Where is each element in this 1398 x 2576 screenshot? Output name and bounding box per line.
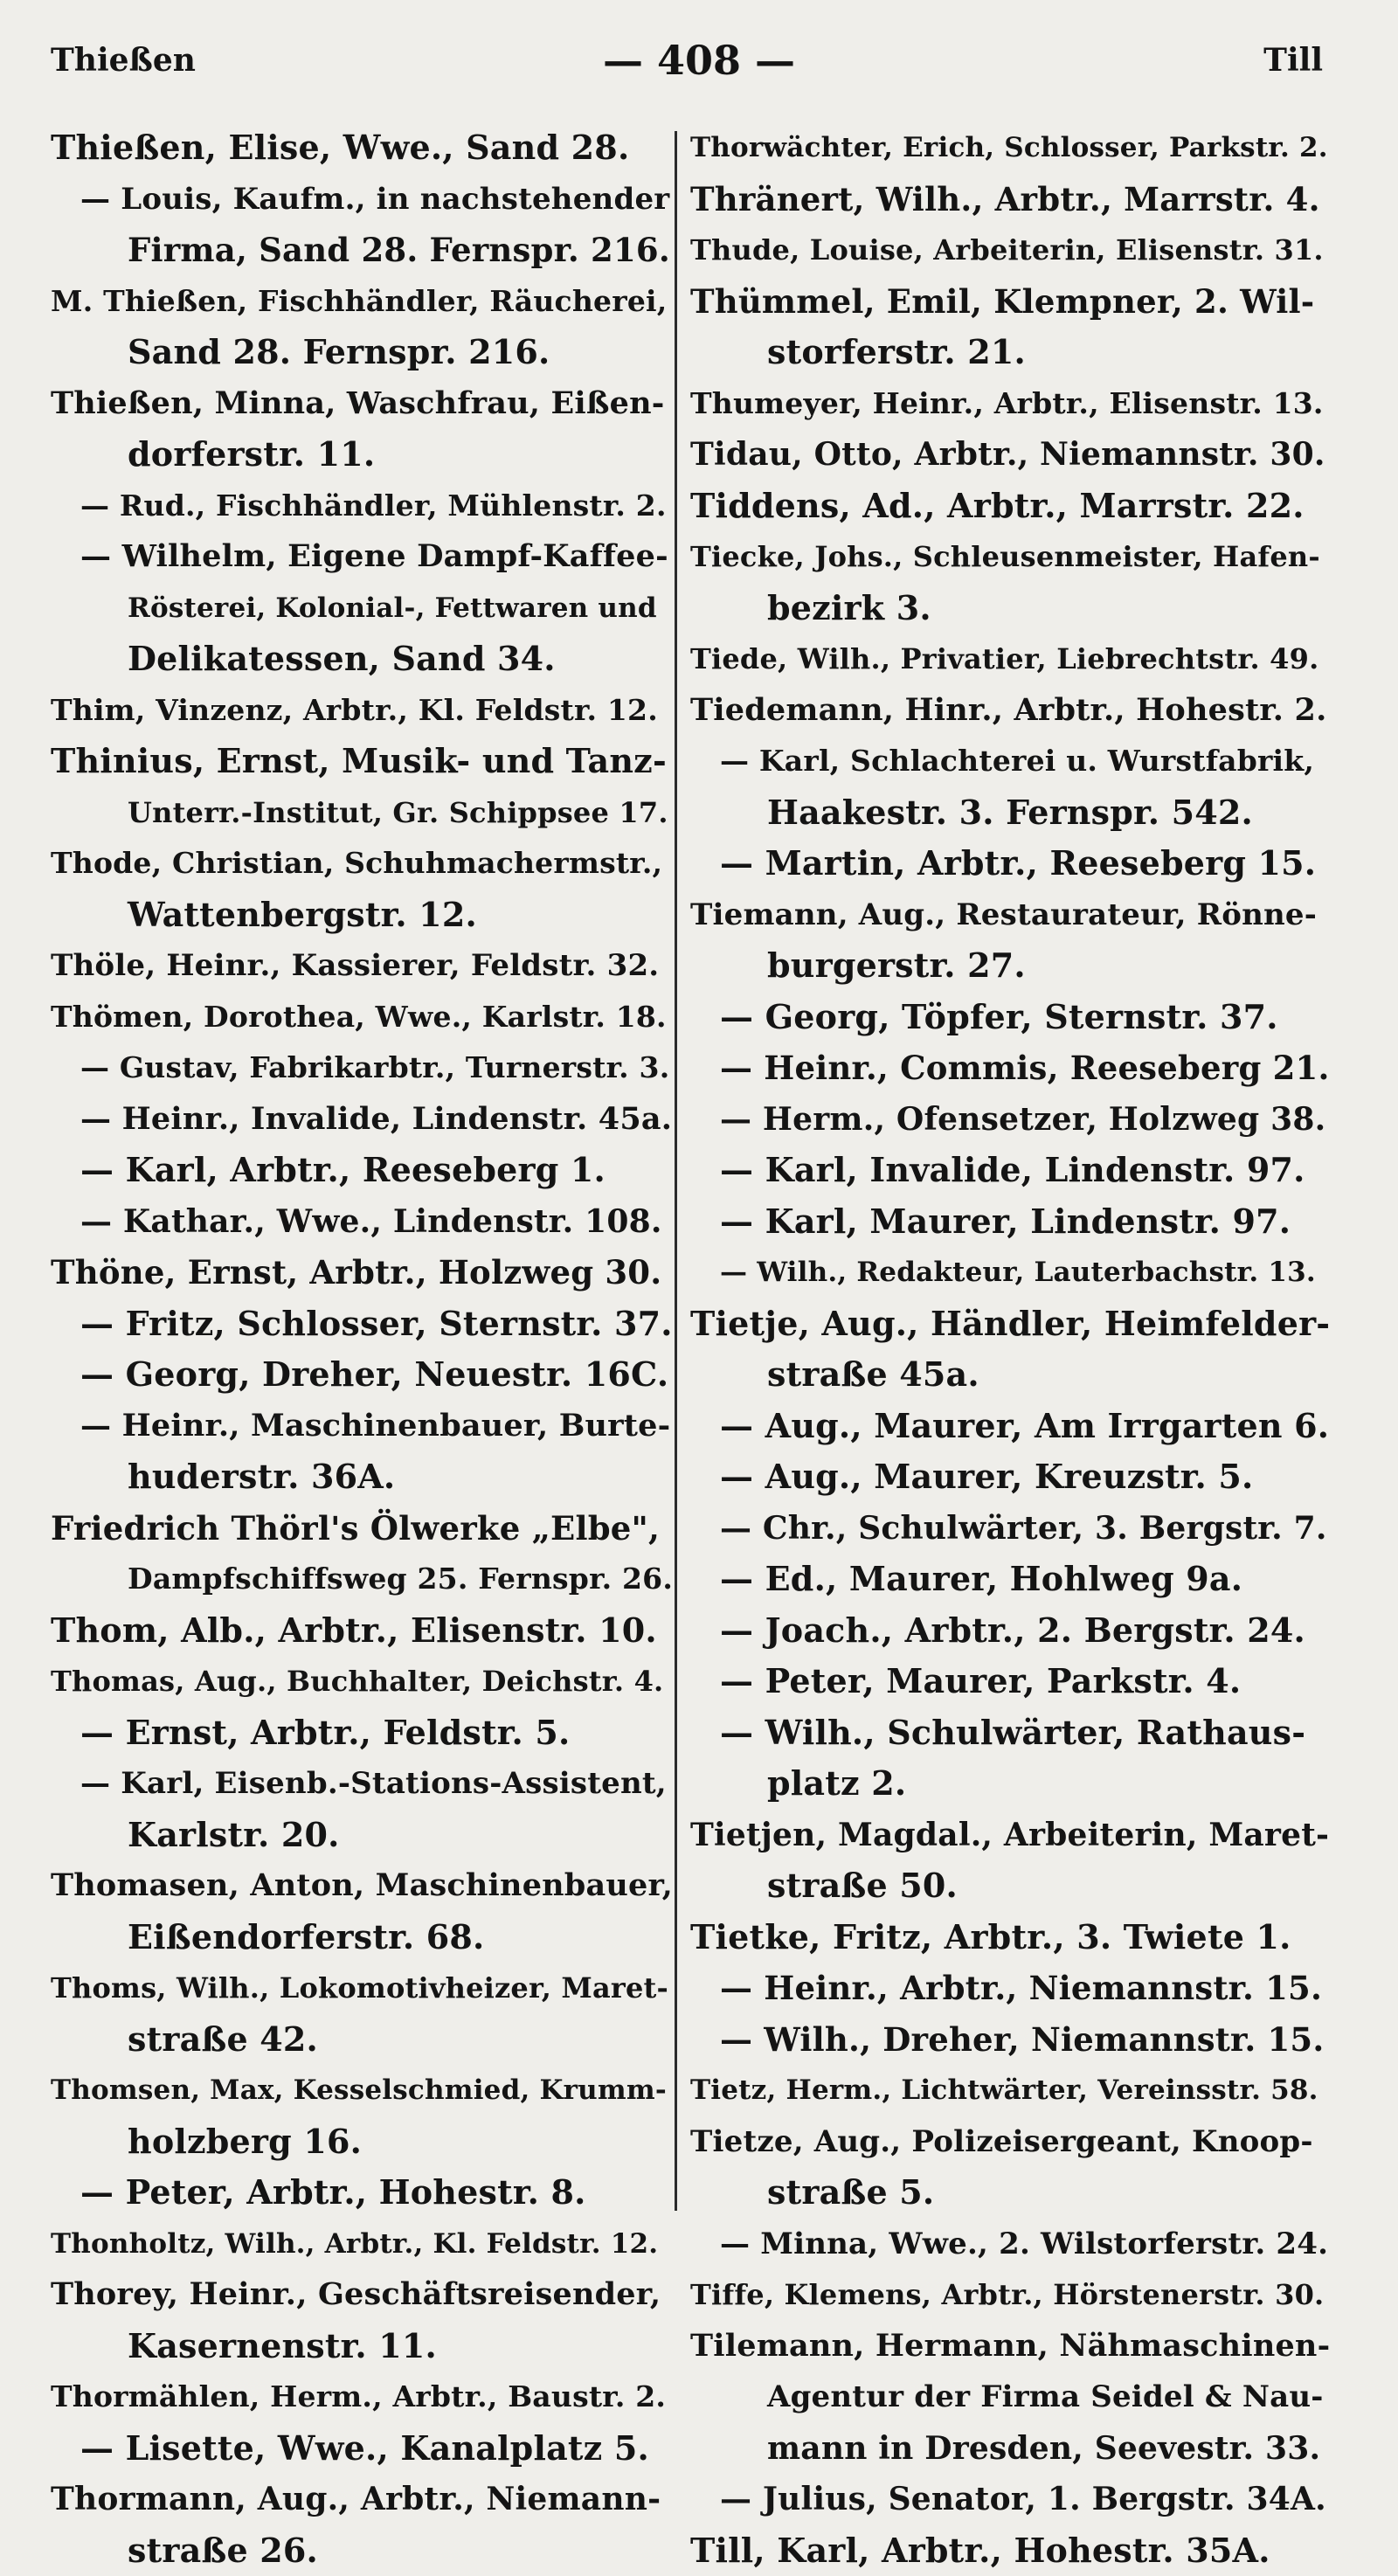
directory-entry: — Karl, Maurer, Lindenstr. 97.	[690, 1196, 1330, 1248]
entry-continuation: Firma, Sand 28. Fernspr. 216.	[51, 225, 673, 276]
directory-entry: Friedrich Thörl's Ölwerke „Elbe",	[51, 1503, 673, 1555]
directory-entry: Thießen, Elise, Wwe., Sand 28.	[51, 122, 673, 174]
directory-entry: Thinius, Ernst, Musik- und Tanz-	[51, 736, 673, 787]
directory-entry: — Herm., Ofensetzer, Holzweg 38.	[690, 1094, 1330, 1146]
entry-continuation: straße 26.	[51, 2525, 673, 2576]
directory-entry: — Ed., Maurer, Hohlweg 9a.	[690, 1554, 1330, 1605]
entry-continuation: mann in Dresden, Seevestr. 33.	[690, 2423, 1330, 2475]
entry-continuation: platz 2.	[690, 1758, 1330, 1810]
directory-entry: Thormann, Aug., Arbtr., Niemann-	[51, 2474, 673, 2525]
directory-entry: Thumeyer, Heinr., Arbtr., Elisenstr. 13.	[690, 378, 1330, 430]
directory-entry: Thonholtz, Wilh., Arbtr., Kl. Feldstr. 12.	[51, 2219, 673, 2270]
right-column	[690, 122, 1330, 2576]
directory-entry: — Wilh., Schulwärter, Rathaus-	[690, 1707, 1330, 1759]
running-head-right: Till	[1263, 42, 1323, 79]
entry-continuation: storferstr. 21.	[690, 327, 1330, 378]
directory-entry: — Joach., Arbtr., 2. Bergstr. 24.	[690, 1605, 1330, 1657]
page-number: — 408 —	[0, 37, 1398, 84]
directory-entry: — Ernst, Arbtr., Feldstr. 5.	[51, 1707, 673, 1759]
directory-entry: Thoms, Wilh., Lokomotivheizer, Maret-	[51, 1963, 673, 2014]
directory-entry: — Martin, Arbtr., Reeseberg 15.	[690, 838, 1330, 890]
directory-entry: Till, Karl, Arbtr., Hohestr. 35A.	[690, 2525, 1330, 2576]
entry-continuation: Karlstr. 20.	[51, 1810, 673, 1861]
directory-entry: Thümmel, Emil, Klempner, 2. Wil-	[690, 276, 1330, 328]
directory-entry: — Karl, Eisenb.-Stations-Assistent,	[51, 1758, 673, 1810]
directory-entry: Tiemann, Aug., Restaurateur, Rönne-	[690, 890, 1330, 941]
directory-entry: — Julius, Senator, 1. Bergstr. 34A.	[690, 2474, 1330, 2525]
directory-entry: — Gustav, Fabrikarbtr., Turnerstr. 3.	[51, 1042, 673, 1094]
directory-entry: Tilemann, Hermann, Nähmaschinen-	[690, 2321, 1330, 2372]
directory-entry: Tietje, Aug., Händler, Heimfelder-	[690, 1298, 1330, 1350]
directory-entry: — Aug., Maurer, Am Irrgarten 6.	[690, 1401, 1330, 1452]
directory-entry: — Chr., Schulwärter, 3. Bergstr. 7.	[690, 1503, 1330, 1555]
entry-continuation: huderstr. 36A.	[51, 1451, 673, 1503]
directory-entry: Tietz, Herm., Lichtwärter, Vereinsstr. 58.	[690, 2065, 1330, 2116]
entry-continuation: Haakestr. 3. Fernspr. 542.	[690, 787, 1330, 839]
directory-entry: Tiede, Wilh., Privatier, Liebrechtstr. 49.	[690, 634, 1330, 685]
directory-entry: Thomasen, Anton, Maschinenbauer,	[51, 1860, 673, 1912]
directory-entry: Thorey, Heinr., Geschäftsreisender,	[51, 2269, 673, 2321]
directory-entry: Thießen, Minna, Waschfrau, Eißen-	[51, 378, 673, 430]
directory-entry: Thöne, Ernst, Arbtr., Holzweg 30.	[51, 1247, 673, 1298]
directory-entry: — Heinr., Commis, Reeseberg 21.	[690, 1042, 1330, 1094]
directory-entry: Thom, Alb., Arbtr., Elisenstr. 10.	[51, 1605, 673, 1657]
directory-entry: Thude, Louise, Arbeiterin, Elisenstr. 31.	[690, 225, 1330, 276]
directory-entry: — Lisette, Wwe., Kanalplatz 5.	[51, 2423, 673, 2475]
directory-entry: Tietjen, Magdal., Arbeiterin, Maret-	[690, 1810, 1330, 1861]
entry-continuation: Dampfschiffsweg 25. Fernspr. 26.	[51, 1554, 673, 1605]
directory-entry: — Minna, Wwe., 2. Wilstorferstr. 24.	[690, 2219, 1330, 2270]
directory-entry: — Heinr., Maschinenbauer, Burte-	[51, 1401, 673, 1452]
left-column	[51, 122, 673, 2576]
directory-entry: Thode, Christian, Schuhmachermstr.,	[51, 838, 673, 890]
directory-entry: — Wilhelm, Eigene Dampf-Kaffee-	[51, 531, 673, 583]
directory-entry: — Karl, Arbtr., Reeseberg 1.	[51, 1145, 673, 1196]
directory-entry: — Peter, Maurer, Parkstr. 4.	[690, 1656, 1330, 1707]
directory-entry: Tiedemann, Hinr., Arbtr., Hohestr. 2.	[690, 685, 1330, 737]
directory-entry: — Fritz, Schlosser, Sternstr. 37.	[51, 1298, 673, 1350]
directory-entry: Tietke, Fritz, Arbtr., 3. Twiete 1.	[690, 1912, 1330, 1963]
directory-entry: — Karl, Invalide, Lindenstr. 97.	[690, 1145, 1330, 1196]
entry-continuation: Agentur der Firma Seidel & Nau-	[690, 2372, 1330, 2423]
directory-entry: M. Thießen, Fischhändler, Räucherei,	[51, 276, 673, 328]
entry-continuation: straße 42.	[51, 2014, 673, 2066]
directory-entry: Thomas, Aug., Buchhalter, Deichstr. 4.	[51, 1656, 673, 1707]
entry-continuation: straße 50.	[690, 1860, 1330, 1912]
entry-continuation: Kasernenstr. 11.	[51, 2321, 673, 2372]
directory-entry: — Karl, Schlachterei u. Wurstfabrik,	[690, 736, 1330, 787]
entry-continuation: holzberg 16.	[51, 2116, 673, 2168]
entry-continuation: bezirk 3.	[690, 583, 1330, 634]
directory-entry: — Georg, Töpfer, Sternstr. 37.	[690, 992, 1330, 1043]
entry-continuation: Wattenbergstr. 12.	[51, 890, 673, 941]
directory-entry: — Wilh., Redakteur, Lauterbachstr. 13.	[690, 1247, 1330, 1298]
running-head-left: Thießen	[51, 42, 196, 79]
column-divider	[675, 131, 677, 2211]
directory-entry: Thömen, Dorothea, Wwe., Karlstr. 18.	[51, 992, 673, 1043]
directory-entry: Thomsen, Max, Kesselschmied, Krumm-	[51, 2065, 673, 2116]
entry-continuation: straße 45a.	[690, 1349, 1330, 1401]
directory-entry: Thim, Vinzenz, Arbtr., Kl. Feldstr. 12.	[51, 685, 673, 737]
entry-continuation: Rösterei, Kolonial-, Fettwaren und	[51, 583, 673, 634]
entry-continuation: dorferstr. 11.	[51, 429, 673, 481]
entry-continuation: Sand 28. Fernspr. 216.	[51, 327, 673, 378]
directory-entry: — Rud., Fischhändler, Mühlenstr. 2.	[51, 481, 673, 532]
directory-entry: Tiddens, Ad., Arbtr., Marrstr. 22.	[690, 481, 1330, 532]
directory-entry: Thormählen, Herm., Arbtr., Baustr. 2.	[51, 2372, 673, 2423]
directory-entry: Thorwächter, Erich, Schlosser, Parkstr. 2.	[690, 122, 1330, 174]
directory-entry: — Heinr., Invalide, Lindenstr. 45a.	[51, 1094, 673, 1146]
directory-entry: Tiecke, Johs., Schleusenmeister, Hafen-	[690, 531, 1330, 583]
directory-entry: — Wilh., Dreher, Niemannstr. 15.	[690, 2014, 1330, 2066]
directory-entry: — Peter, Arbtr., Hohestr. 8.	[51, 2167, 673, 2219]
directory-entry: — Aug., Maurer, Kreuzstr. 5.	[690, 1451, 1330, 1503]
entry-continuation: Eißendorferstr. 68.	[51, 1912, 673, 1963]
directory-entry: — Heinr., Arbtr., Niemannstr. 15.	[690, 1963, 1330, 2014]
directory-entry: Thöle, Heinr., Kassierer, Feldstr. 32.	[51, 940, 673, 992]
directory-entry: — Louis, Kaufm., in nachstehender	[51, 174, 673, 225]
entry-continuation: straße 5.	[690, 2167, 1330, 2219]
directory-entry: Thränert, Wilh., Arbtr., Marrstr. 4.	[690, 174, 1330, 225]
directory-entry: — Georg, Dreher, Neuestr. 16C.	[51, 1349, 673, 1401]
entry-continuation: Delikatessen, Sand 34.	[51, 634, 673, 685]
directory-entry: Tietze, Aug., Polizeisergeant, Knoop-	[690, 2116, 1330, 2168]
directory-entry: Tiffe, Klemens, Arbtr., Hörstenerstr. 30.	[690, 2269, 1330, 2321]
entry-continuation: Unterr.-Institut, Gr. Schippsee 17.	[51, 787, 673, 839]
directory-entry: Tidau, Otto, Arbtr., Niemannstr. 30.	[690, 429, 1330, 481]
directory-entry: — Kathar., Wwe., Lindenstr. 108.	[51, 1196, 673, 1248]
entry-continuation: burgerstr. 27.	[690, 940, 1330, 992]
